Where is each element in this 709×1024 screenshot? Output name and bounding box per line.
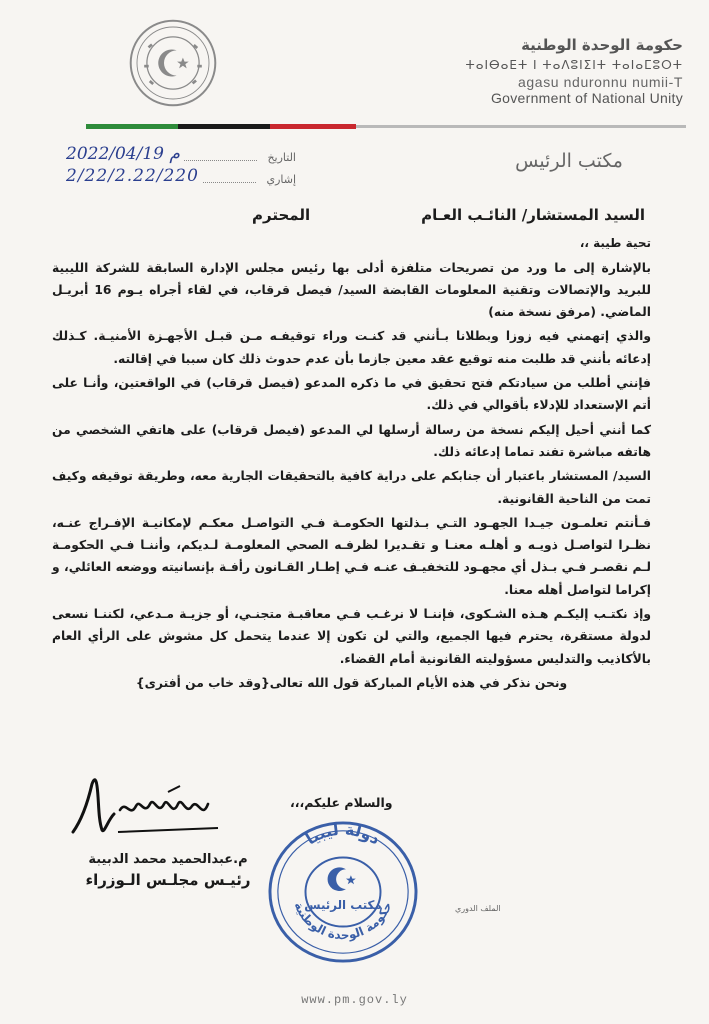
signatory-title: رئيـس مجلـس الـوزراء	[85, 871, 251, 889]
gov-name-amazigh-latin: agasu nduronnu numii-T	[518, 74, 683, 90]
paragraph: بالإشارة إلى ما ورد من تصريحات متلفزة أدلى بها رئيس مجلس الإدارة السابقة للشركة الليبية للبريد والإتصالات وتقنية المعلومات القابضة السيد/ فيصل قرقاب، في لقاء أجراه يـوم 16 أبريـل الماضي. (مرفق نسخة منه)	[52, 260, 651, 320]
file-label: الملف الدوري	[455, 904, 501, 913]
flag-green-segment	[86, 124, 178, 129]
svg-text:دولة ليبيا	[302, 820, 384, 849]
date-reference-block	[66, 142, 296, 186]
flag-red-segment	[270, 124, 356, 129]
stamp-top-text: دولة ليبيا	[302, 819, 384, 849]
paragraph: والذي إتهمني فيه زوزا وبطلانا بـأنني قد كنـت وراء توقيفـه مـن قبـل الأجهـزة الأمنيـة. كـذلك إدعائه بأنني قد طلبت منه توقيع عقد معين جازما بأن عدم حدوث ذلك كان سببا في إقالته.	[52, 329, 651, 366]
gov-name-arabic: حكومة الوحدة الوطنية	[521, 36, 683, 54]
paragraph: فإنني أطلب من سيادتكم فتح تحقيق في ما ذكره المدعو (فيصل قرقاب) في الواقعتين، وأنـا على أتم الإستعداد للإدلاء بأقوالي في ذلك.	[52, 376, 651, 413]
signatory-name: م.عبدالحميد محمد الدبيبة	[88, 852, 248, 867]
date-row	[66, 142, 296, 164]
flag-black-segment	[178, 124, 270, 129]
addressee-respect: المحترم	[252, 206, 311, 224]
gov-seal-logo	[128, 18, 218, 108]
closing-salutation: والسلام عليكم،،،	[290, 795, 393, 810]
reference-row	[66, 164, 296, 186]
paragraph: كما أنني أحيل إليكم نسخة من رسالة أرسلها لي المدعو (فيصل قرقاب) على هاتفي الشخصي من هاتفه مباشرة تفند تماما إدعائه ذلك.	[52, 422, 651, 459]
reference-label: إشاري	[266, 173, 296, 186]
footer-website-url: www.pm.gov.ly	[301, 993, 408, 1007]
gov-name-tifinagh: ⵜⴰⵏⴱⴰⴹⵜ ⵏ ⵜⴰⴷⵓⵏⵉⵏⵜ ⵜⴰⵏⴰⵎⵓⵔⵜ	[465, 58, 683, 72]
date-label: التاريخ	[267, 151, 296, 164]
stamp-bottom-text: حكومة الوحدة الوطنية	[291, 899, 395, 943]
paragraph: السيد/ المستشار باعتبار أن جنابكم على دراية كافية بالتحقيقات الجارية معه، وطريقة توقيفه وكيف تمت من الناحية القانونية.	[52, 469, 651, 506]
date-dotted-line	[184, 160, 258, 161]
signatory-block	[68, 822, 268, 889]
official-stamp	[264, 818, 422, 966]
office-title: مكتب الرئيس	[515, 150, 623, 172]
date-value: 2022/04/19 م	[66, 144, 180, 164]
paragraph: فـأنتم تعلمـون جيـدا الجهـود التـي بـذلتها الحكومـة فـي التواصـل معكـم لإمكانيـة الإفـراج عنـه، نظـرا لتواصـل ذويـه و أهلـه معنـا و تقـديرا لظرفـه الصحي المعلومـة لـديكم، وأننـا فـي الحكومـة لـم نقصـر فـي بـذل أي مجهـود للتخفيـف عنـه فـي إطـار القـانون رأفـة بإنسانيته ووضعه العائلي، و إكراما لتواصل أهله معنا.	[52, 515, 651, 597]
flag-color-bar	[86, 124, 686, 129]
paragraph: وإذ نكتـب إليكـم هـذه الشـكوى، فإننـا لا نرغـب فـي معاقبـة متجنـي، أو جزيـة مـدعي، لكننـا نسعى لدولة مستقرة، يحترم فيها الجميع، والتي لن تكون إلا عندما يتحمل كل مشوش على الرأي العام بالأكاذيب والتدليس مسؤوليته القانونية أمام القضاء.	[52, 607, 651, 666]
reference-dotted-line	[203, 182, 257, 183]
divider-line	[356, 125, 686, 128]
reference-value: 2/22/2.22/220	[66, 166, 199, 186]
addressee-line	[52, 204, 651, 226]
greeting: تحية طيبة ،،	[579, 236, 651, 251]
header-gov-names	[383, 36, 683, 106]
gov-name-english: Government of National Unity	[490, 90, 683, 106]
stamp-center-text: مكتب الرئيس	[304, 897, 382, 912]
addressee-name: السيد المستشار/ النائـب العـام	[421, 206, 645, 224]
quran-quote: ونحن نذكر في هذه الأيام المباركة قول الله تعالى{وقد خاب من أفترى}	[135, 675, 568, 690]
letter-body	[52, 200, 651, 696]
